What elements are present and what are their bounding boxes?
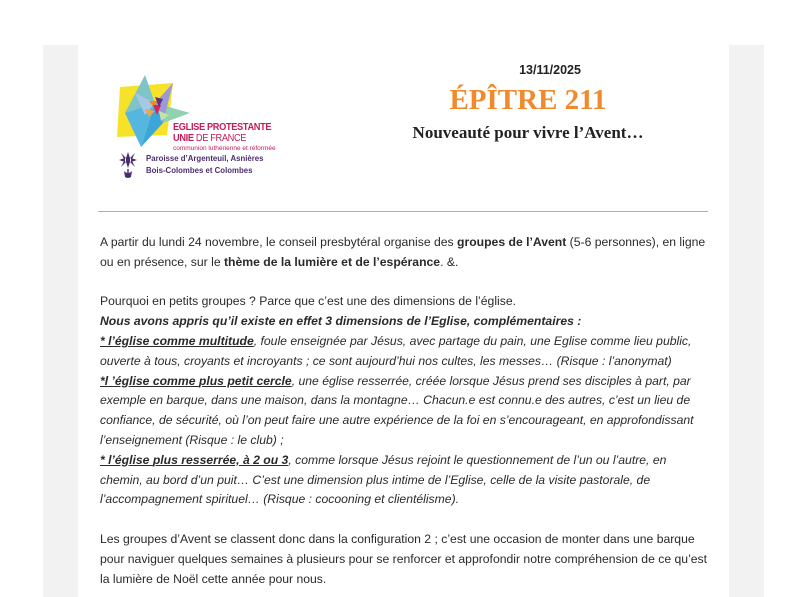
- intro-bold-groups: groupes de l’Avent: [457, 235, 567, 249]
- article-body: [100, 233, 712, 589]
- dimension-3-heading-b: plus resserrée, à 2 ou 3: [152, 452, 289, 467]
- why-small-groups: Pourquoi en petits groupes ? Parce que c’est une des dimensions de l’église.: [100, 294, 516, 309]
- dimension-3-heading-a: * l’église: [100, 452, 153, 467]
- parish-line1: Paroisse d’Argenteuil, Asnières: [146, 153, 264, 163]
- logo-title-unie: UNIE: [173, 132, 194, 144]
- dimension-item-1: [100, 332, 712, 372]
- logo-subtitle: communion luthérienne et réformée: [173, 145, 276, 152]
- intro-text-1: A partir du lundi 24 novembre, le conseil presbytéral organise des: [100, 235, 458, 249]
- advent-groups-paragraph: Les groupes d’Avent se classent donc dans la configuration 2 ; c’est une occasion de monter dans une barque pour naviguer quelques semaines à plusieurs pour se renforcer et approfondir notre compréhension de ce qu’est la lumière de Noël cette année pour nous.: [100, 531, 708, 586]
- church-logo: [115, 75, 275, 185]
- header-divider: [98, 211, 708, 212]
- logo-title-line1: EGLISE PROTESTANTE: [173, 121, 272, 133]
- three-dimensions-heading: Nous avons appris qu’il existe en effet 3 dimensions de l’Eglise, complémentaires :: [100, 314, 582, 329]
- dimension-1-text: , foule enseignée par Jésus, avec partage du pain, une Eglise comme lieu public, ouverte à tous, croyants et incroyants ; ce sont aujourd’hui nos cultes, les messes… (Risque : l’anonymat): [100, 333, 692, 368]
- issue-subtitle: Nouveauté pour vivre l’Avent…: [412, 123, 644, 142]
- intro-bold-theme: thème de la lumière et de l’espérance: [223, 254, 441, 269]
- huguenot-cross-icon: [118, 151, 138, 181]
- dimension-item-2: [100, 372, 712, 451]
- right-gutter: [729, 45, 764, 597]
- intro-paragraph: [100, 233, 712, 273]
- issue-date: 13/11/2025: [519, 63, 581, 77]
- parish-name: [146, 152, 264, 176]
- dimension-item-3: [100, 451, 712, 510]
- dimension-2-heading-a: *l ’église comme: [100, 373, 199, 388]
- newsletter-content: [78, 45, 729, 597]
- logo-title: [173, 122, 271, 144]
- dimension-2-heading-b: plus petit cercle: [198, 373, 292, 388]
- dimension-2-text: , une église resserrée, créée lorsque Jésus prend ses disciples à part, par exemple en barque, dans une maison, dans la montagne… Chacun.e est connu.e des autres, c’est un lieu de confiance, de sécurité, où l’on peut faire une autre expérience de la foi en s’encourageant, en approfondissant l’enseignement (Risque : le club) ;: [100, 373, 694, 447]
- intro-text-3: . &.: [440, 254, 459, 269]
- intro-text-2: (5-6 personnes), en ligne ou en présence, sur le: [100, 235, 706, 269]
- newsletter-header: [338, 63, 718, 143]
- dimension-3-text: , comme lorsque Jésus rejoint le questionnement de l’un ou l’autre, en chemin, au bord d’un puit… C’est une dimension plus intime de l’Eglise, celle de la visite pastorale, de l’accompagnement spirituel… (Risque : cocooning et clientélisme).: [100, 452, 667, 507]
- parish-block: [118, 150, 283, 180]
- dimension-1-heading: * l’église comme multitude: [100, 333, 254, 348]
- logo-title-de-france: DE FRANCE: [193, 132, 247, 144]
- issue-title: ÉPÎTRE 211: [449, 84, 607, 116]
- parish-line2: Bois-Colombes et Colombes: [146, 165, 253, 175]
- left-gutter: [43, 45, 78, 597]
